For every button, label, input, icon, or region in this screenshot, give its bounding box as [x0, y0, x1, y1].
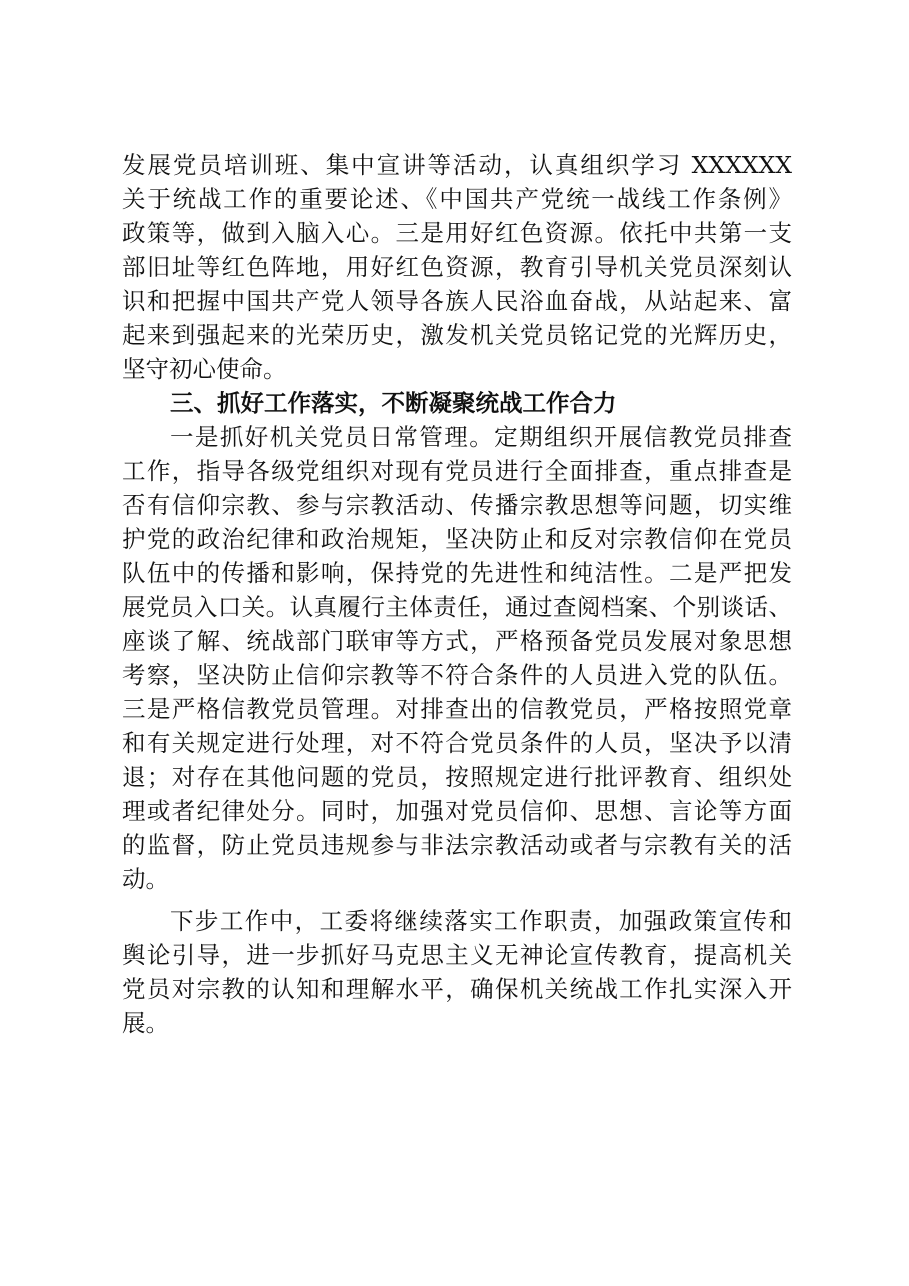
- body-text-line: 退；对存在其他问题的党员，按照规定进行批评教育、组织处: [122, 763, 792, 791]
- body-text-line: 展。: [122, 1009, 169, 1037]
- body-text-line: 动。: [122, 865, 169, 893]
- body-text-line: 起来到强起来的光荣历史，激发机关党员铭记党的光辉历史，: [122, 321, 792, 349]
- body-text-line: 关于统战工作的重要论述、《中国共产党统一战线工作条例》: [122, 185, 792, 213]
- body-text-line: 护党的政治纪律和政治规矩，坚决防止和反对宗教信仰在党员: [122, 525, 792, 553]
- body-text-line: 部旧址等红色阵地，用好红色资源，教育引导机关党员深刻认: [122, 253, 792, 281]
- body-text-line: 的监督，防止党员违规参与非法宗教活动或者与宗教有关的活: [122, 831, 792, 859]
- body-text-line: 坚守初心使命。: [122, 355, 287, 383]
- body-text-line: 和有关规定进行处理，对不符合党员条件的人员，坚决予以清: [122, 729, 792, 757]
- body-text-line: 党员对宗教的认知和理解水平，确保机关统战工作扎实深入开: [122, 975, 792, 1003]
- body-text-line: 理或者纪律处分。同时，加强对党员信仰、思想、言论等方面: [122, 797, 792, 825]
- body-text-line: 工作，指导各级党组织对现有党员进行全面排查，重点排查是: [122, 457, 792, 485]
- section-heading: 三、抓好工作落实，不断凝聚统战工作合力: [170, 389, 617, 417]
- paragraph-first-line: 一是抓好机关党员日常管理。定期组织开展信教党员排查: [170, 423, 792, 451]
- body-text-line: 否有信仰宗教、参与宗教活动、传播宗教思想等问题，切实维: [122, 491, 792, 519]
- paragraph-first-line: 下步工作中，工委将继续落实工作职责，加强政策宣传和: [170, 907, 792, 935]
- body-text-line: 舆论引导，进一步抓好马克思主义无神论宣传教育，提高机关: [122, 941, 792, 969]
- body-text-line: 政策等，做到入脑入心。三是用好红色资源。依托中共第一支: [122, 219, 792, 247]
- body-text-line: 发展党员培训班、集中宣讲等活动，认真组织学习 XXXXXX: [122, 151, 792, 179]
- body-text-line: 考察，坚决防止信仰宗教等不符合条件的人员进入党的队伍。: [122, 661, 792, 689]
- body-text-line: 展党员入口关。认真履行主体责任，通过查阅档案、个别谈话、: [122, 593, 792, 621]
- body-text-line: 座谈了解、统战部门联审等方式，严格预备党员发展对象思想: [122, 627, 792, 655]
- body-text-line: 队伍中的传播和影响，保持党的先进性和纯洁性。二是严把发: [122, 559, 792, 587]
- body-text-line: 三是严格信教党员管理。对排查出的信教党员，严格按照党章: [122, 695, 792, 723]
- body-text-line: 识和把握中国共产党人领导各族人民浴血奋战，从站起来、富: [122, 287, 792, 315]
